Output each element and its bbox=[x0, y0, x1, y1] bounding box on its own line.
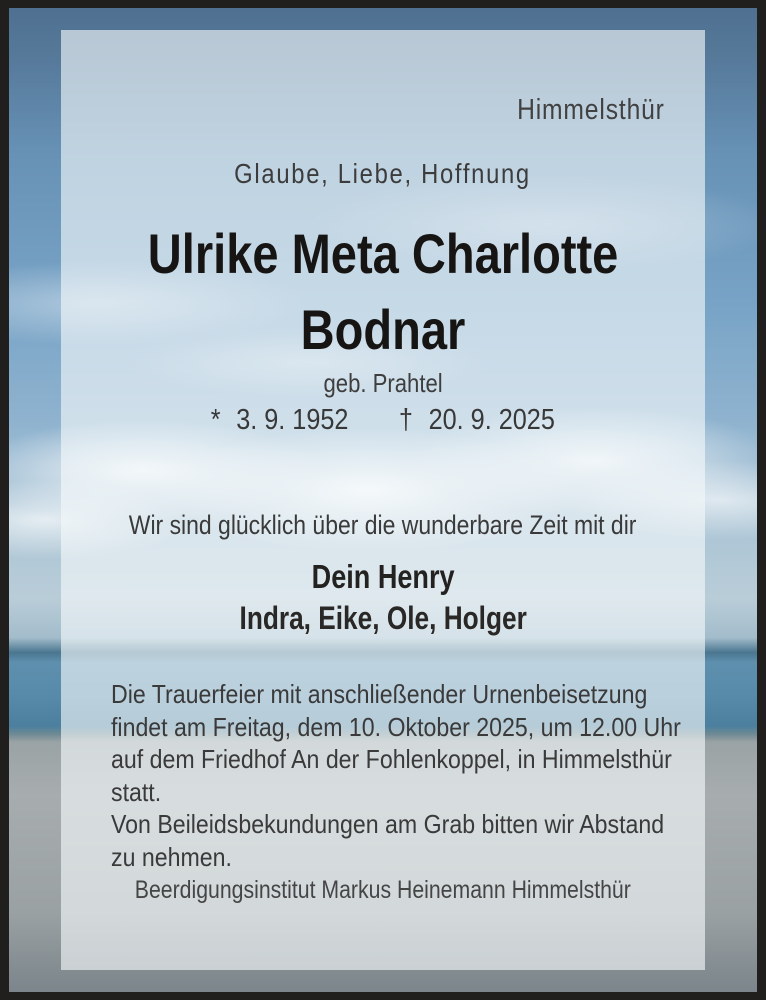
death-date: 20. 9. 2025 bbox=[428, 404, 556, 436]
service-line: statt. bbox=[111, 776, 162, 807]
death-date-group bbox=[399, 404, 555, 437]
maiden-name-text: geb. Prahtel bbox=[323, 368, 443, 398]
location-header bbox=[491, 94, 665, 127]
birth-date: 3. 9. 1952 bbox=[236, 404, 349, 436]
deceased-name-line2: Bodnar bbox=[300, 298, 466, 361]
service-details bbox=[111, 678, 681, 873]
service-line: findet am Freitag, dem 10. Oktober 2025, um 12.00 Uhr bbox=[111, 711, 681, 742]
tribute-text: Wir sind glücklich über die wunderbare Zeit mit dir bbox=[129, 510, 637, 540]
birth-symbol: * bbox=[210, 404, 221, 436]
birth-date-group bbox=[211, 404, 349, 437]
condolence-line: Von Beileidsbekundungen am Grab bitten wir Abstand bbox=[111, 809, 665, 839]
motto bbox=[61, 158, 705, 190]
death-symbol: † bbox=[399, 404, 414, 436]
text-panel bbox=[61, 30, 705, 970]
life-dates bbox=[61, 404, 705, 437]
funeral-home-credit bbox=[61, 876, 705, 905]
deceased-name-line1: Ulrike Meta Charlotte bbox=[147, 222, 619, 285]
motto-text: Glaube, Liebe, Hoffnung bbox=[234, 158, 532, 189]
mourner-primary bbox=[61, 558, 705, 596]
funeral-home-text: Beerdigungsinstitut Markus Heinemann Himmelsthür bbox=[134, 876, 632, 904]
service-line: auf dem Friedhof An der Fohlenkoppel, in Himmelsthür bbox=[111, 744, 672, 774]
mourners-list bbox=[61, 600, 705, 637]
mourners-list-text: Indra, Eike, Ole, Holger bbox=[239, 600, 527, 636]
location-header-text: Himmelsthür bbox=[517, 94, 665, 126]
maiden-name bbox=[61, 368, 705, 399]
mourner-primary-text: Dein Henry bbox=[311, 558, 455, 595]
tribute-line bbox=[61, 510, 705, 541]
service-line: Die Trauerfeier mit anschließender Urnenbeisetzung bbox=[111, 679, 648, 709]
condolence-line: zu nehmen. bbox=[111, 841, 232, 872]
deceased-name bbox=[61, 216, 705, 368]
beach-sky-photo bbox=[9, 8, 757, 992]
